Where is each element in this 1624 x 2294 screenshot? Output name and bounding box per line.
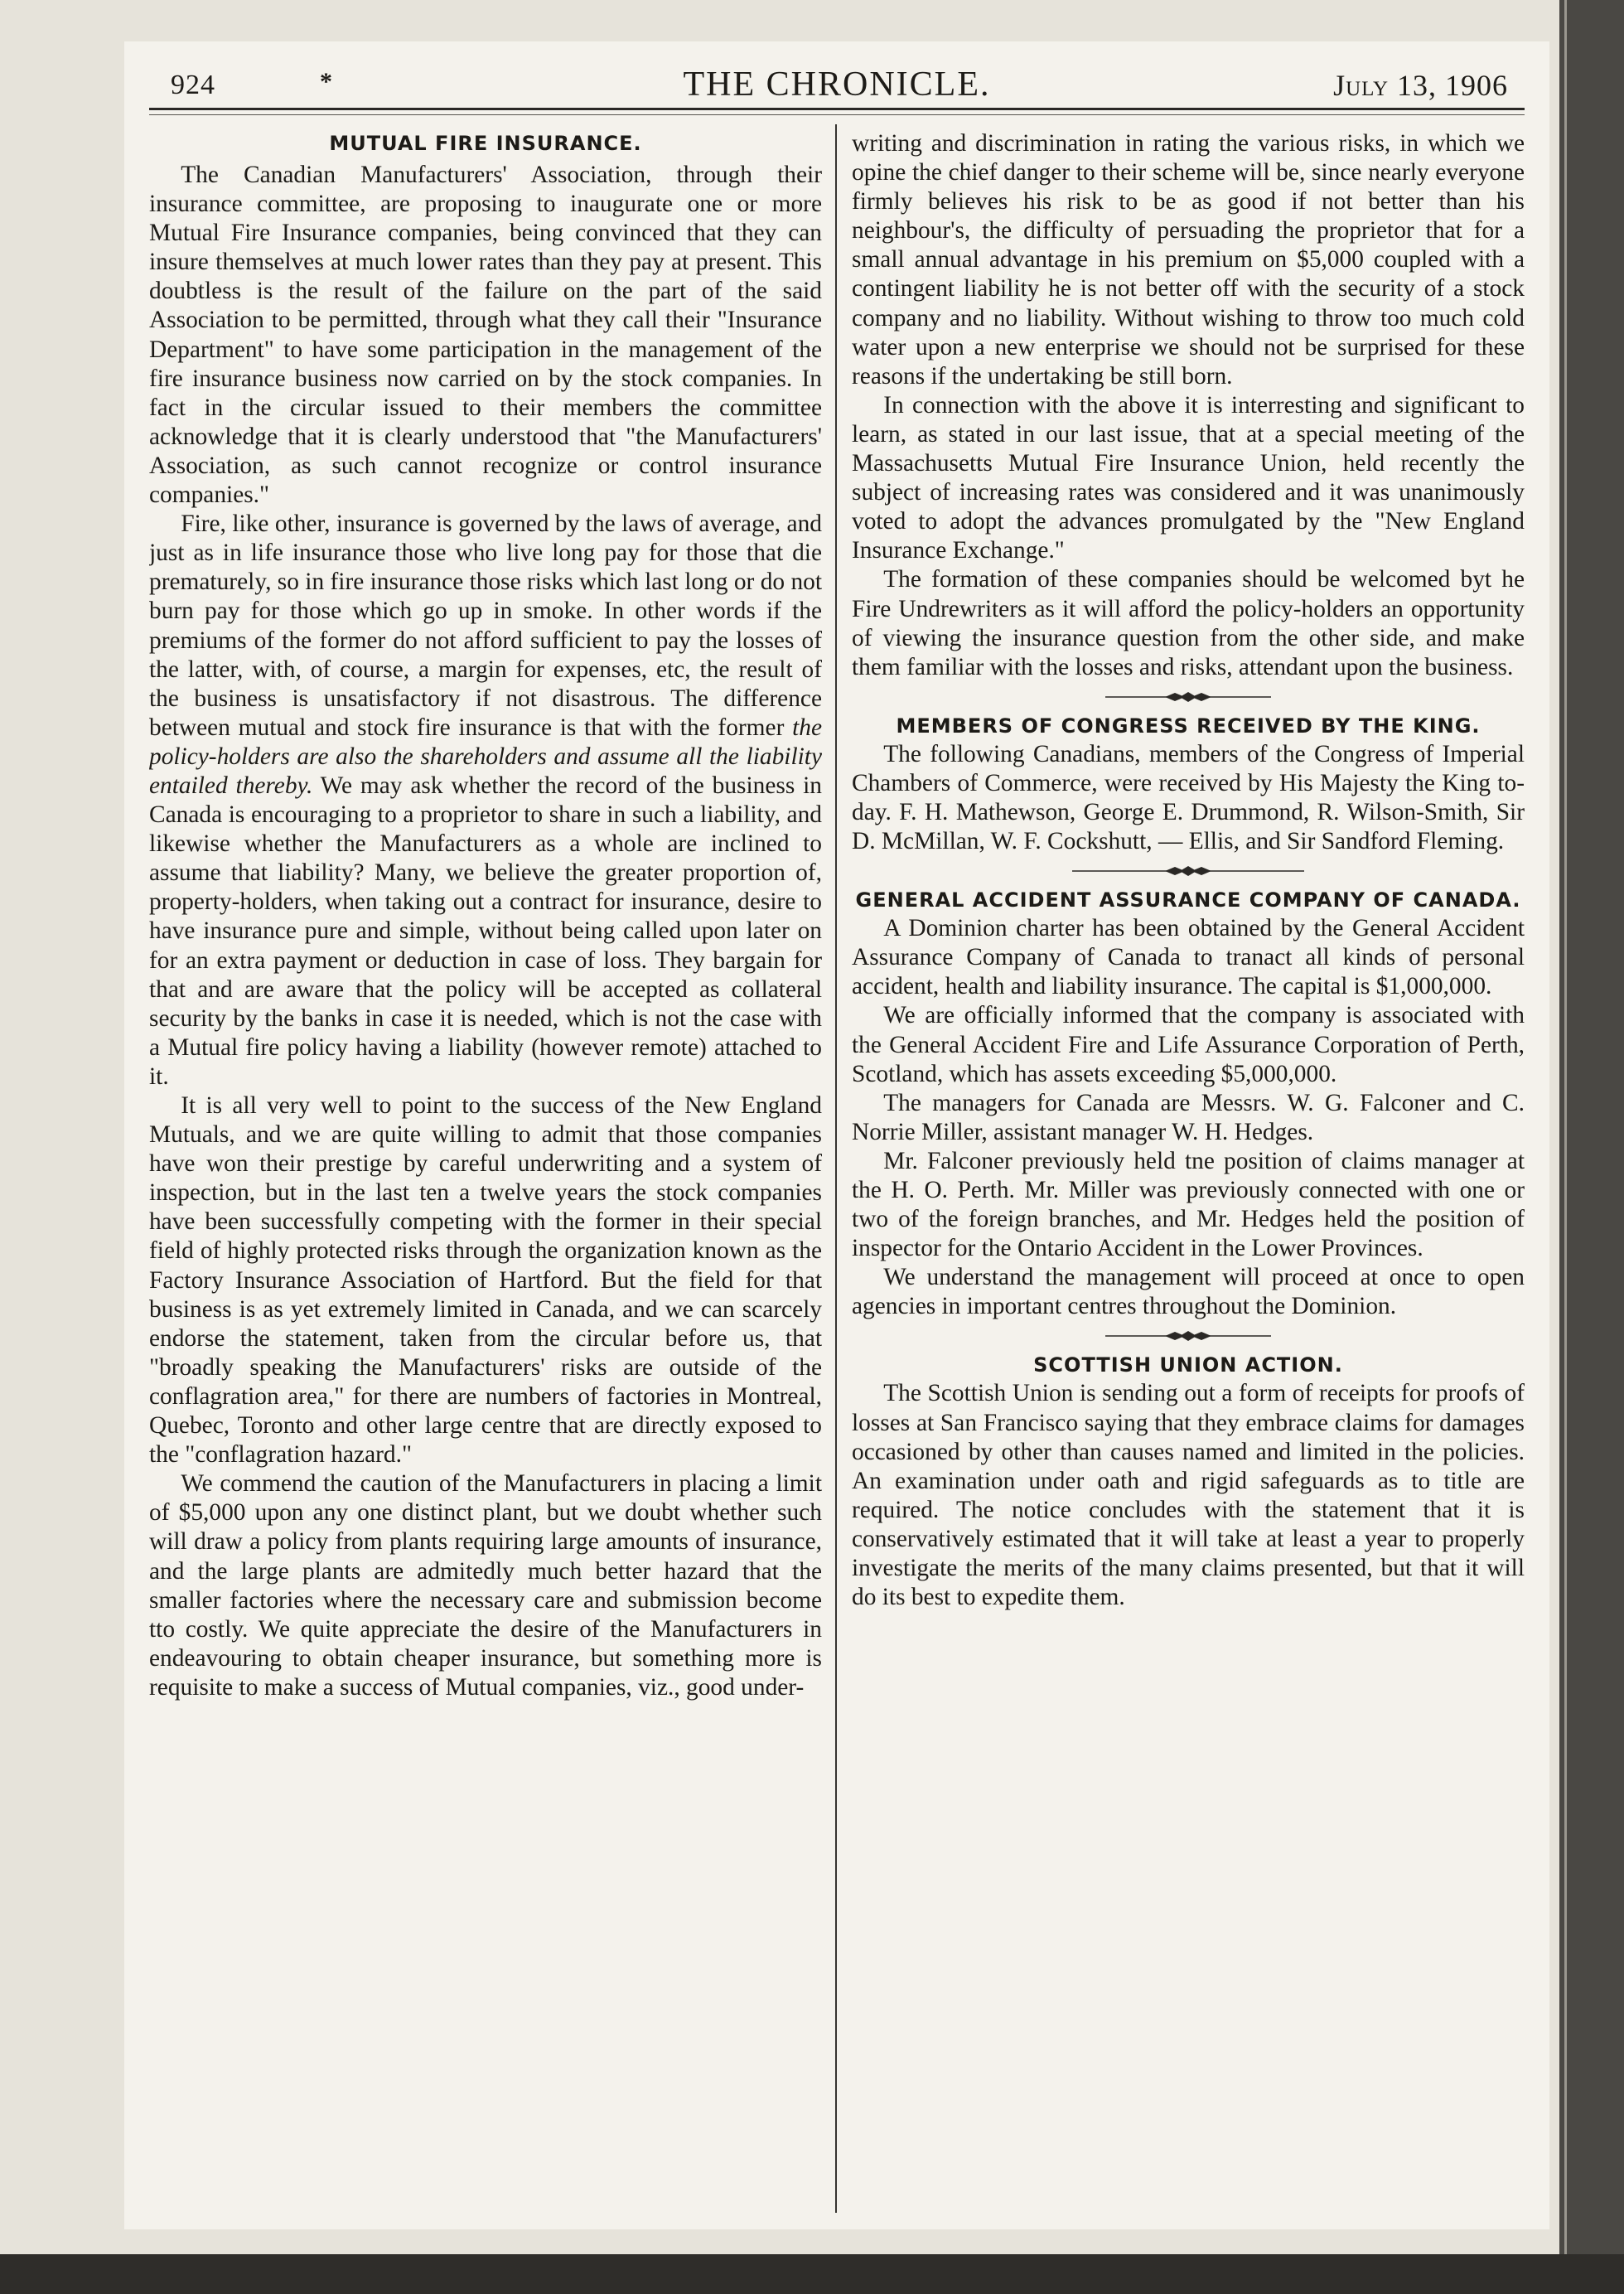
page-header [149, 56, 1525, 114]
binding-edge [1559, 0, 1624, 2294]
article-general-accident [852, 886, 1525, 1321]
article-paragraph: writing and discrimination in rating the various risks, in which we opine the chief danger to their scheme will be, since nearly everyone firmly believes his risk to be as good if not better than his neighbour's, the difficulty of persuading the proprietor that for a small annual advantage in his premium on $5,000 coupled with a contingent liability he is not better off with the security of a stock company and no liability. Without wishing to throw too much cold water upon a new enterprise we should not be surprised for these reasons if the undertaking be still born. [852, 130, 1525, 390]
section-ornament [852, 1321, 1525, 1351]
article-title: MEMBERS OF CONGRESS RECEIVED BY THE KING. [896, 714, 1481, 738]
bottom-margin-strip [0, 2254, 1624, 2294]
newspaper-page [124, 41, 1549, 2229]
article-mutual-fire-insurance-continued [852, 129, 1525, 682]
header-rule [149, 108, 1525, 110]
italic-text: the policy-holders are also the shareholders and assume all the liability entailed thereby. [149, 714, 822, 799]
publication-title: THE CHRONICLE. [683, 65, 991, 104]
header-rule-thin [149, 114, 1525, 115]
section-ornament [852, 682, 1525, 712]
article-paragraph: The Scottish Union is sending out a form of receipts for proofs of losses at San Francisco saying that they embrace claims for damages occasioned by other than causes named and limited in the policies. An examination under oath and rigid safeguards as to title are required. The notice concludes with the statement that it is conservatively estimated that it will take at least a year to properly investigate the merits of the many claims presented, but that it will do its best to expedite them. [852, 1380, 1525, 1611]
printer-mark: * [320, 68, 332, 95]
article-title: SCOTTISH UNION ACTION. [1033, 1353, 1343, 1377]
article-title: MUTUAL FIRE INSURANCE. [329, 132, 642, 155]
article-paragraph: We understand the management will proceed at once to open agencies in important centres throughout the Dominion. [852, 1264, 1525, 1320]
article-paragraph: The managers for Canada are Messrs. W. G. Falconer and C. Norrie Miller, assistant manager W. H. Hedges. [852, 1089, 1525, 1145]
ornament-icon [1072, 865, 1304, 877]
issue-date: July 13, 1906 [1333, 69, 1508, 102]
column-divider [835, 124, 837, 2213]
article-paragraph: Mr. Falconer previously held tne position of claims manager at the H. O. Perth. Mr. Miller was previously connected with one or two of the foreign branches, and Mr. Hedges held the position of inspector for the Ontario Accident in the Lower Provinces. [852, 1147, 1525, 1262]
paragraph-text: We may ask whether the record of the business in Canada is encouraging to a proprietor to share in such a liability, and likewise whether the Manufacturers as a whole are inclined to assume that liability? Many, we believe the greater proportion of, property-holders, when taking out a contract for insurance, desire to have insurance pure and simple, without being called upon later on for an extra payment or deduction in case of loss. They bargain for that and are aware that the policy will be accepted as collateral security by the banks in case it is needed, which is not the case with a Mutual fire policy having a liability (however remote) attached to it. [149, 772, 822, 1090]
article-paragraph: It is all very well to point to the success of the New England Mutuals, and we are quite willing to admit that those companies have won their prestige by careful underwriting and a system of inspection, but in the last ten a twelve years the stock companies have been successfully competing with the former in their special field of highly protected risks through the organization known as the Factory Insurance Association of Hartford. But the field for that business is as yet extremely limited in Canada, and we can scarcely endorse the statement, taken from the circular before us, that "broadly speaking the Manufacturers' risks are outside of the conflagration area," for there are numbers of factories in Montreal, Quebec, Toronto and other large centre that are directly exposed to the "conflagration hazard." [149, 1092, 822, 1469]
ornament-icon [1105, 691, 1271, 703]
section-ornament [852, 856, 1525, 886]
right-column [852, 129, 1525, 2218]
article-paragraph [149, 510, 822, 1091]
page-number: 924 [171, 70, 215, 100]
article-scottish-union [852, 1351, 1525, 1612]
article-paragraph: We are officially informed that the company is associated with the General Accident Fire and Life Assurance Corporation of Perth, Scotland, which has assets exceeding $5,000,000. [852, 1002, 1525, 1087]
left-column [149, 129, 822, 2218]
article-paragraph: In connection with the above it is interresting and significant to learn, as stated in our last issue, that at a special meeting of the Massachusetts Mutual Fire Insurance Union, held recently the subject of increasing rates was considered and it was unanimously voted to adopt the advances promulgated by the "New England Insurance Exchange." [852, 391, 1525, 564]
article-paragraph: The Canadian Manufacturers' Association, through their insurance committee, are proposing to inaugurate one or more Mutual Fire Insurance companies, being convinced that they can insure themselves at much lower rates than they pay at present. This doubtless is the result of the failure on the part of the said Association to be permitted, through what they call their "Insurance Department" to have some participation in the management of the fire insurance business now carried on by the stock companies. In fact in the circular issued to their members the committee acknowledge that it is clearly understood that "the Manufacturers' Association, as such cannot recognize or control insurance companies." [149, 162, 822, 509]
paragraph-text: Fire, like other, insurance is governed by the laws of average, and just as in life insurance those who live long pay for those that die prematurely, so in fire insurance those risks which last long or do not burn pay for those which go up in smoke. In other words if the premiums of the former do not afford sufficient to pay the losses of the latter, with, of course, a margin for expenses, etc, the result of the business is unsatisfactory if not disastrous. The difference between mutual and stock fire insurance is that with the former [149, 511, 822, 741]
ornament-icon [1105, 1330, 1271, 1342]
article-paragraph: We commend the caution of the Manufacturers in placing a limit of $5,000 upon any one distinct plant, but we doubt whether such will draw a policy from plants requiring large amounts of insurance, and the large plants are admitedly much better hazard that the smaller factories where the necessary care and submission become tto costly. We quite appreciate the desire of the Manufacturers in endeavouring to obtain cheaper insurance, but something more is requisite to make a success of Mutual companies, viz., good under- [149, 1470, 822, 1701]
article-paragraph: The formation of these companies should be welcomed byt he Fire Undrewriters as it will afford the policy-holders an opportunity of viewing the insurance question from the other side, and make them familiar with the losses and risks, attendant upon the business. [852, 566, 1525, 680]
article-title: GENERAL ACCIDENT ASSURANCE COMPANY OF CANADA. [855, 888, 1521, 912]
article-paragraph: A Dominion charter has been obtained by the General Accident Assurance Company of Canada to tranact all kinds of personal accident, health and liability insurance. The capital is $1,000,000. [852, 915, 1525, 1000]
article-mutual-fire-insurance [149, 129, 822, 1702]
article-paragraph: The following Canadians, members of the Congress of Imperial Chambers of Commerce, were received by His Majesty the King to-day. F. H. Mathewson, George E. Drummond, R. Wilson-Smith, Sir D. McMillan, W. F. Cockshutt, — Ellis, and Sir Sandford Fleming. [852, 740, 1525, 855]
article-congress [852, 712, 1525, 856]
